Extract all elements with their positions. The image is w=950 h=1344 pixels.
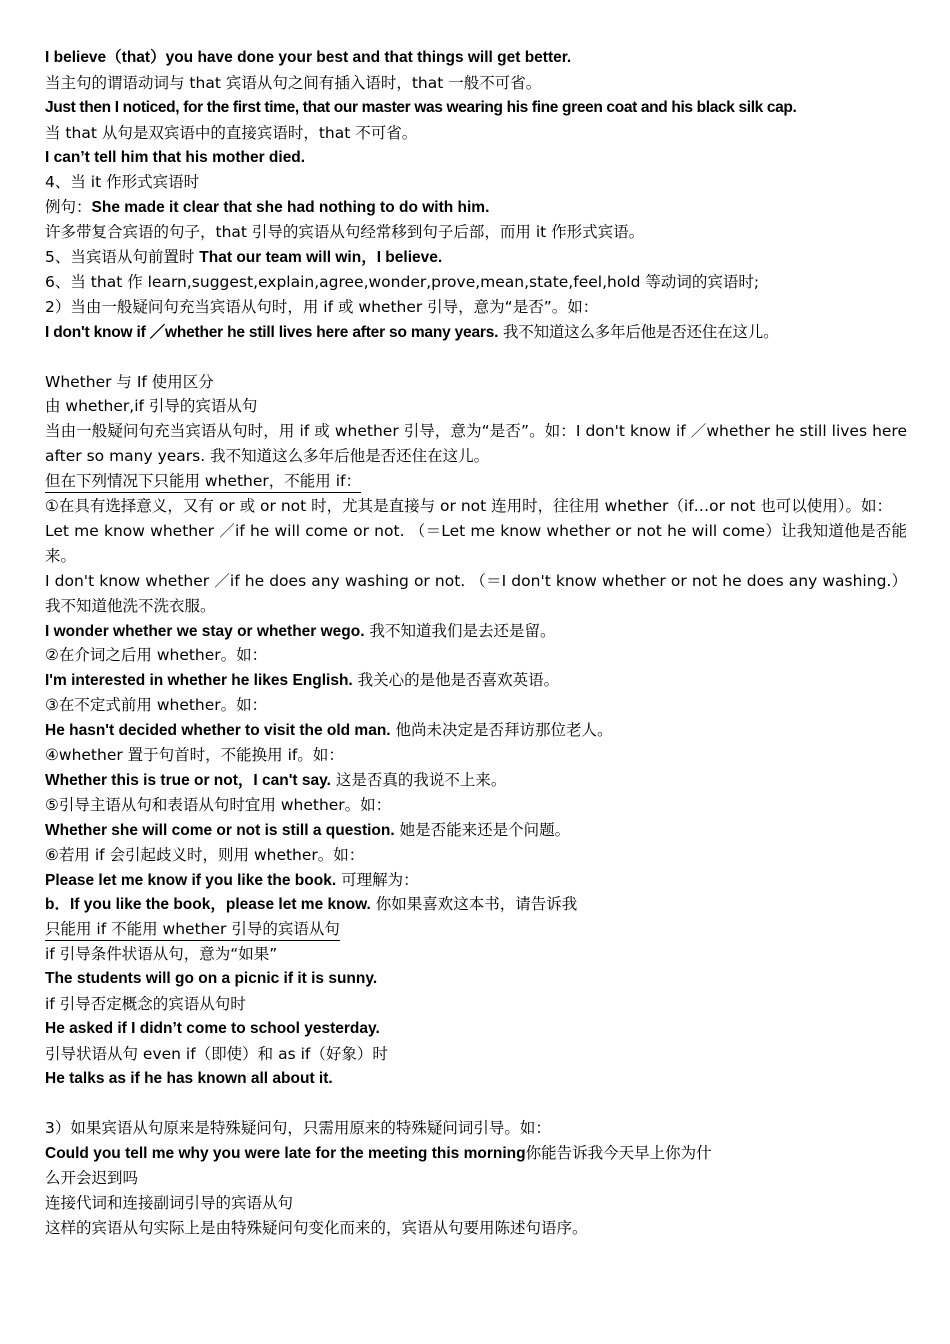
example-sentence: He talks as if he has known all about it.: [45, 1069, 333, 1087]
example-line: [45, 195, 907, 220]
underlined-text: 只能用 if 不能用 whether 引导的宾语从句: [45, 918, 340, 941]
example-sentence: Just then I noticed, for the first time, that our master was wearing his fine green coat and his black silk cap.: [45, 98, 797, 116]
example-line: [45, 818, 907, 843]
rule-paragraph: ①在具有选择意义，又有 or 或 or not 时，尤其是直接与 or not 连用时，往往用 whether（if…or not 也可以使用）。如：: [45, 497, 893, 516]
translation: 可理解为：: [336, 870, 419, 889]
rule-text: if 引导条件状语从句，意为“如果”: [45, 945, 278, 964]
translation: 这是否真的我说不上来。: [330, 770, 507, 789]
rule-heading: 3）如果宾语从句原来是特殊疑问句，只需用原来的特殊疑问词引导。如：: [45, 1119, 551, 1138]
translation: 你能告诉我今天早上你为什: [525, 1144, 712, 1163]
example-paragraph: I don't know whether ／if he does any washing or not. （＝I don't know whether or not he does any washing.）我不知道他洗不洗衣服。: [45, 571, 907, 615]
blank-line: [45, 345, 907, 370]
rule-item: ⑤引导主语从句和表语从句时宜用 whether。如：: [45, 795, 392, 814]
rule-text: 当主句的谓语动词与 that 宾语从句之间有插入语时，that 一般不可省。: [45, 73, 542, 92]
example-paragraph: Let me know whether ／if he will come or not. （＝Let me know whether or not he will come）让我知道他是否能来。: [45, 521, 907, 565]
rule-heading: [45, 245, 907, 270]
rule-heading: 6、当 that 作 learn,suggest,explain,agree,wonder,prove,mean,state,feel,hold 等动词的宾语时;: [45, 273, 760, 292]
example-sentence: The students will go on a picnic if it is sunny.: [45, 970, 378, 988]
translation: 么开会迟到吗: [45, 1169, 139, 1188]
translation: 我不知道我们是去还是留。: [364, 621, 556, 640]
translation: 她是否能来还是个问题。: [394, 820, 571, 839]
rule-item: ②在介词之后用 whether。如：: [45, 646, 268, 665]
example-line: [45, 768, 907, 793]
example-sentence: Whether she will come or not is still a question.: [45, 821, 395, 839]
example-line: [45, 718, 907, 743]
example-sentence: She made it clear that she had nothing to do with him.: [91, 199, 490, 217]
rule-label: 5、当宾语从句前置时: [45, 248, 200, 267]
underlined-heading: [45, 917, 907, 942]
translation: 他尚未决定是否拜访那位老人。: [390, 721, 613, 740]
section-subheading: 由 whether,if 引导的宾语从句: [45, 397, 258, 416]
rule-item: ④whether 置于句首时，不能换用 if。如：: [45, 746, 344, 765]
example-sentence: Please let me know if you like the book.: [45, 871, 337, 889]
rule-text: 许多带复合宾语的句子，that 引导的宾语从句经常移到句子后部，而用 it 作形式宾语。: [45, 223, 645, 242]
document-page: [45, 46, 907, 1241]
underlined-heading: [45, 469, 907, 494]
underlined-text: 但在下列情况下只能用 whether，不能用 if：: [45, 470, 361, 493]
example-line: [45, 892, 907, 917]
example-sentence: He asked if I didn’t come to school yesterday.: [45, 1019, 380, 1037]
example-sentence: I wonder whether we stay or whether wego.: [45, 622, 365, 640]
example-line: [45, 868, 907, 893]
example-line: [45, 1141, 907, 1166]
translation: 我不知道这么多年后他是否还住在这儿。: [498, 322, 779, 341]
rule-text: 当 that 从句是双宾语中的直接宾语时，that 不可省。: [45, 123, 418, 142]
rule-heading: 4、当 it 作形式宾语时: [45, 173, 200, 192]
example-sentence: I can’t tell him that his mother died.: [45, 148, 306, 166]
rule-text: if 引导否定概念的宾语从句时: [45, 994, 246, 1013]
example-line: [45, 320, 907, 345]
example-label: 例句：: [45, 198, 92, 217]
rule-text: 引导状语从句 even if（即使）和 as if（好象）时: [45, 1044, 388, 1063]
example-sentence: He hasn't decided whether to visit the old man.: [45, 722, 391, 740]
example-sentence: I believe（that）you have done your best and that things will get better.: [45, 49, 572, 66]
translation: 我关心的是他是否喜欢英语。: [352, 671, 560, 690]
blank-line: [45, 1092, 907, 1117]
example-sentence: Could you tell me why you were late for the meeting this morning: [45, 1145, 526, 1163]
translation: 你如果喜欢这本书，请告诉我: [370, 895, 578, 914]
rule-heading: 2）当由一般疑问句充当宾语从句时，用 if 或 whether 引导，意为“是否”。如：: [45, 297, 599, 316]
example-sentence: I'm interested in whether he likes English.: [45, 672, 353, 690]
example-line: [45, 619, 907, 644]
example-sentence: I don't know if ／whether he still lives here after so many years.: [45, 323, 499, 341]
rule-item: ⑥若用 if 会引起歧义时，则用 whether。如：: [45, 845, 365, 864]
rule-item: ③在不定式前用 whether。如：: [45, 696, 268, 715]
rule-text: 这样的宾语从句实际上是由特殊疑问句变化而来的，宾语从句要用陈述句语序。: [45, 1218, 588, 1237]
section-heading: Whether 与 If 使用区分: [45, 372, 214, 391]
example-line: [45, 668, 907, 693]
example-sentence: Whether this is true or not，I can't say.: [45, 771, 331, 789]
section-subheading: 连接代词和连接副词引导的宾语从句: [45, 1194, 294, 1213]
example-sentence: That our team will win，I believe.: [199, 249, 443, 267]
example-sentence: b．If you like the book，please let me know.: [45, 896, 371, 914]
rule-paragraph: 当由一般疑问句充当宾语从句时，用 if 或 whether 引导，意为“是否”。如：I don't know if ／whether he still lives here after so many years. 我不知道这么多年后他是否还住在这儿。: [45, 422, 907, 466]
